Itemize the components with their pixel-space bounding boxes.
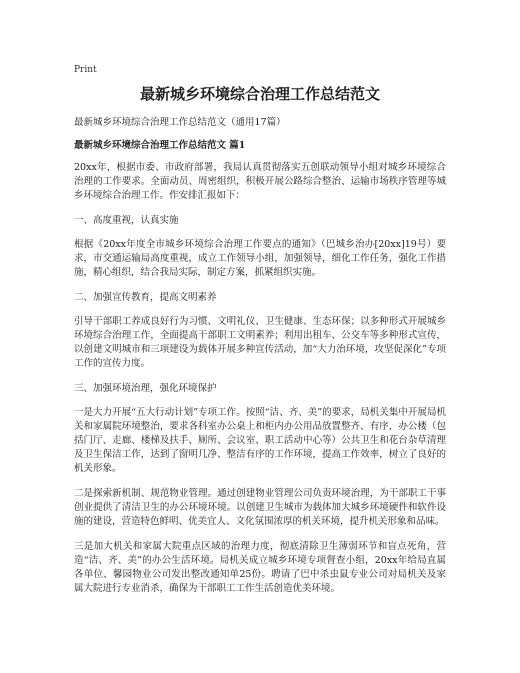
paragraph-intro: 20xx年，根据市委、市政府部署，我局认真贯彻落实五创联动领导小组对城乡环境综合治理的工作要求。全面动员、周密组织，积极开展公路综合整治、运输市场秩序管理等城乡环境综合治理工作。作安排汇报如下： [74,162,446,201]
paragraph-1: 根据《20xx年度全市城乡环境综合治理工作要点的通知》（巴城乡治办[20xx]19号）要求，市交通运输局高度重视，成立工作领导小组，加强领导，细化工作任务，强化工作措施，精心组织，结合我局实际，制定方案，抓紧组织实施。 [74,239,446,278]
heading-1: 一、高度重视，认真实施 [74,215,179,226]
paragraph-3a: 一是大力开展“五大行动计划”专项工作。按照“洁、齐、美”的要求，局机关集中开展局机关和家属院环境整治，要求各科室办公桌上和柜内办公用品放置整齐、有序，办公楼（包括门厅、走廊、楼梯及扶手、厕所、会议室、职工活动中心等）公共卫生和花台杂草清理及卫生保洁工作，达到了窗明几净、整洁有序的工作环境，提高工作效率，树立了良好的机关形象。 [74,407,446,474]
print-link[interactable]: Print [74,65,97,75]
paragraph-3c: 三是加大机关和家属大院重点区域的治理力度，彻底清除卫生薄弱环节和盲点死角，营造“洁、齐、美”的办公生活环境。局机关成立城乡环境专项督查小组，20xx年给局直属各单位、馨园物业公司发出整改通知单25份。聘请了巴中杀虫鼠专业公司对局机关及家属大院进行专业消杀，确保为干部职工工作生活创造优美环境。 [74,541,446,594]
document-subtitle: 最新城乡环境综合治理工作总结范文（通用17篇） [74,117,286,128]
heading-2: 二、加强宣传教育，提高文明素养 [74,292,217,303]
paragraph-2: 引导干部职工养成良好行为习惯、文明礼仪、卫生健康、生态环保；以多种形式开展城乡环境综合治理工作，全面提高干部职工文明素养；利用出租车、公交车等多种形式宣传，以创建文明城市和三项建设为载体开展多种宣传活动，加“大力治环境，攻坚促深化”专项工作的宣传力度。 [74,316,446,369]
page-title: 最新城乡环境综合治理工作总结范文 [139,85,380,103]
paragraph-3b: 二是探索新机制、规范物业管理。通过创建物业管理公司负责环境治理，为干部职工干事创业提供了清洁卫生的办公环境环境。以创建卫生城市为载体加大城乡环境硬件和软件设施的建设，营造特色鲜明、优美宜人、文化氛围浓厚的机关环境，提升机关形象和品味。 [74,488,446,527]
section-heading: 最新城乡环境综合治理工作总结范文 篇1 [74,140,246,151]
document-body [74,161,446,596]
heading-3: 三、加强环境治理，强化环境保护 [74,383,217,394]
